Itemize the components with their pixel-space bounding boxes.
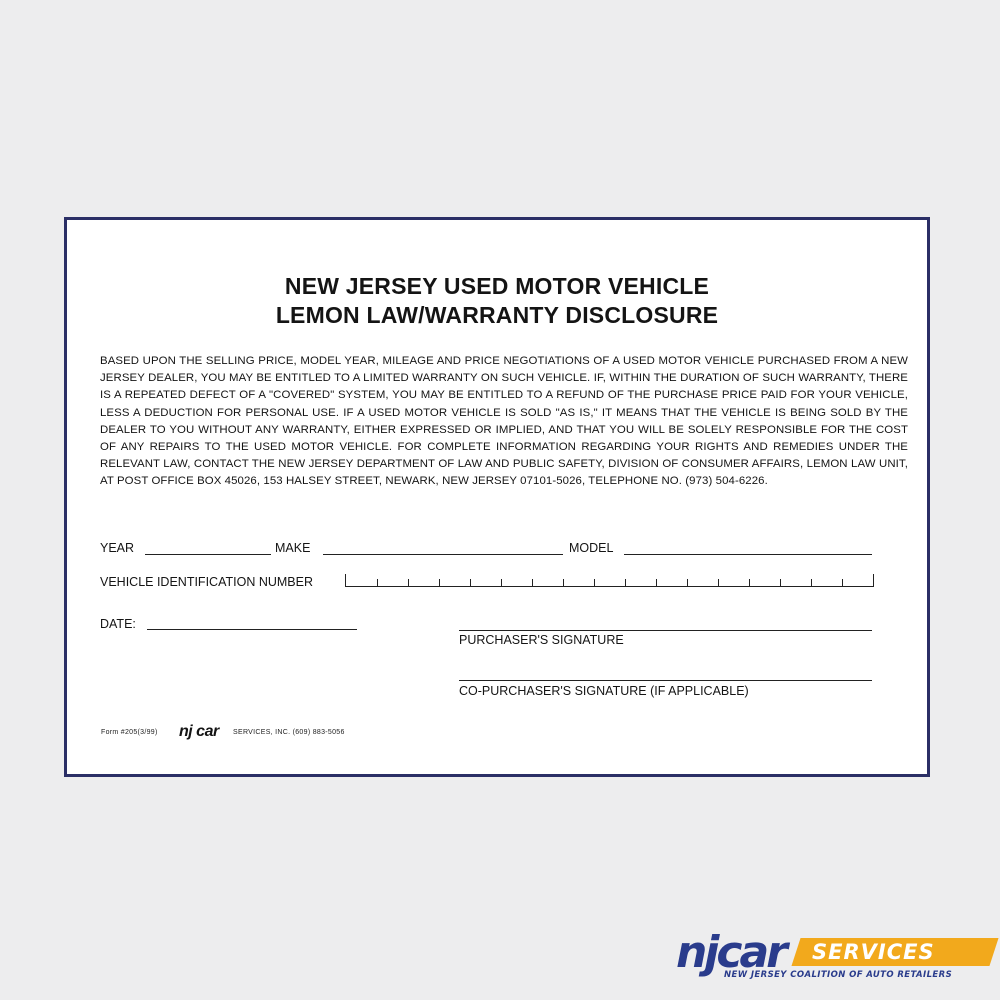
model-field[interactable]: [624, 554, 872, 555]
brand-tagline: NEW JERSEY COALITION OF AUTO RETAILERS: [724, 970, 953, 980]
purchaser-signature-line[interactable]: [459, 630, 872, 631]
vin-char-divider: [439, 579, 440, 586]
purchaser-signature-label: PURCHASER'S SIGNATURE: [459, 633, 624, 647]
vin-char-divider: [501, 579, 502, 586]
vin-char-divider: [780, 579, 781, 586]
vin-char-divider: [594, 579, 595, 586]
vin-field[interactable]: [345, 574, 874, 587]
year-field[interactable]: [145, 554, 271, 555]
form-number: Form #205(3/99): [101, 729, 158, 736]
form-title: [67, 272, 927, 330]
date-field[interactable]: [147, 629, 357, 630]
co-purchaser-signature-label: CO-PURCHASER'S SIGNATURE (IF APPLICABLE): [459, 684, 749, 698]
brand-njcar-text: njcar: [676, 927, 785, 978]
disclosure-form-card: [64, 217, 930, 777]
vin-char-divider: [687, 579, 688, 586]
vin-char-divider: [718, 579, 719, 586]
brand-services-text: SERVICES: [812, 940, 935, 964]
make-field[interactable]: [323, 554, 563, 555]
footer-company-info: SERVICES, INC. (609) 883-5056: [233, 729, 345, 736]
vin-char-divider: [625, 579, 626, 586]
co-purchaser-signature-line[interactable]: [459, 680, 872, 681]
vin-char-divider: [656, 579, 657, 586]
vin-char-divider: [470, 579, 471, 586]
form-title-line-2: LEMON LAW/WARRANTY DISCLOSURE: [275, 302, 719, 328]
vin-char-divider: [408, 579, 409, 586]
disclosure-paragraph: BASED UPON THE SELLING PRICE, MODEL YEAR, MILEAGE AND PRICE NEGOTIATIONS OF A USED MOTOR VEHICLE PURCHASED FROM A NEW JERSEY DEALER, YOU MAY BE ENTITLED TO A LIMITED WARRANTY ON SUCH VEHICLE. IF, WITHIN THE DURATION OF SUCH WARRANTY, THERE IS A REPEATED DEFECT OF A "COVERED" SYSTEM, YOU MAY BE ENTITLED TO A REFUND OF THE PURCHASE PRICE PAID FOR YOUR VEHICLE, LESS A DEDUCTION FOR PERSONAL USE. IF A USED MOTOR VEHICLE IS SOLD "AS IS," IT MEANS THAT THE VEHICLE IS BEING SOLD BY THE DEALER TO YOU WITHOUT ANY WARRANTY, EITHER EXPRESSED OR IMPLIED, AND THAT YOU WILL BE SOLELY RESPONSIBLE FOR THE COST OF ANY REPAIRS TO THE USED MOTOR VEHICLE. FOR COMPLETE INFORMATION REGARDING YOUR RIGHTS AND REMEDIES UNDER THE RELEVANT LAW, CONTACT THE NEW JERSEY DEPARTMENT OF LAW AND PUBLIC SAFETY, DIVISION OF CONSUMER AFFAIRS, LEMON LAW UNIT, AT POST OFFICE BOX 45026, 153 HALSEY STREET, NEWARK, NEW JERSEY 07101-5026, TELEPHONE NO. (973) 504-6226.: [100, 355, 908, 488]
vin-char-divider: [563, 579, 564, 586]
date-label: DATE:: [100, 617, 136, 631]
njcar-footer-logo: nj car: [179, 723, 219, 740]
model-label: MODEL: [569, 541, 614, 555]
vin-char-divider: [532, 579, 533, 586]
vin-char-divider: [377, 579, 378, 586]
form-title-line-1: NEW JERSEY USED MOTOR VEHICLE: [284, 273, 710, 299]
vin-char-divider: [811, 579, 812, 586]
year-label: YEAR: [100, 541, 135, 555]
vin-label: VEHICLE IDENTIFICATION NUMBER: [100, 575, 313, 589]
make-label: MAKE: [275, 541, 311, 555]
vin-char-divider: [842, 579, 843, 586]
njcar-services-logo: [672, 927, 1000, 990]
vin-char-divider: [749, 579, 750, 586]
